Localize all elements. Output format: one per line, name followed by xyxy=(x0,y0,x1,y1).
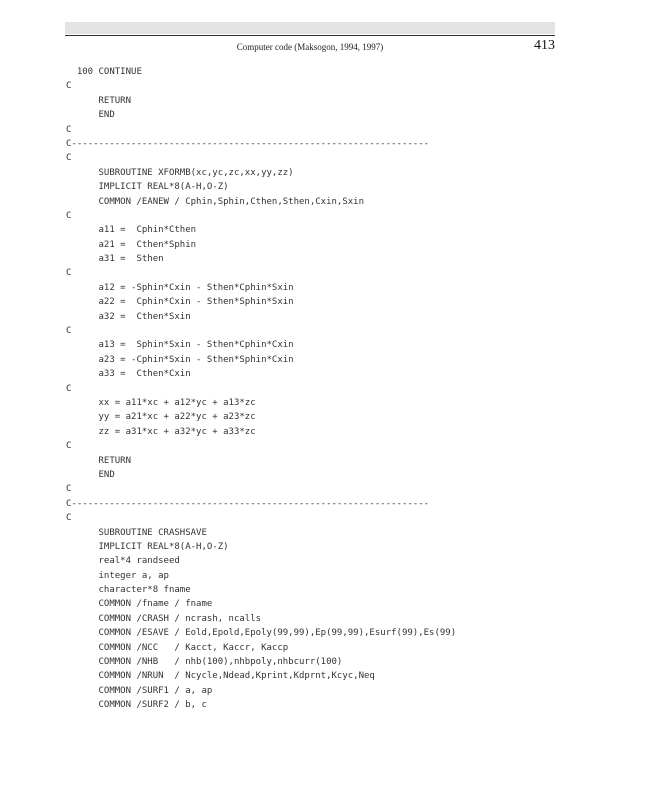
code-line: C xyxy=(66,484,72,495)
code-line: a31 = Sthen xyxy=(66,254,164,265)
code-listing xyxy=(66,65,456,713)
code-line: C------------------------------------------------------------------ xyxy=(66,138,430,149)
code-line: a21 = Cthen*Sphin xyxy=(66,239,197,250)
page-number: 413 xyxy=(534,38,555,53)
code-line: integer a, ap xyxy=(66,570,169,581)
code-line: 100 CONTINUE xyxy=(66,67,142,77)
code-line: a22 = Cphin*Cxin - Sthen*Sphin*Sxin xyxy=(66,297,294,308)
code-line: COMMON /ESAVE / Eold,Epold,Epoly(99,99),Ep(99,99),Esurf(99),Es(99) xyxy=(66,628,457,639)
code-line: RETURN xyxy=(66,95,132,106)
code-line: zz = a31*xc + a32*yc + a33*zc xyxy=(66,426,256,437)
code-line: C xyxy=(66,210,72,221)
code-line: a33 = Cthen*Cxin xyxy=(66,369,191,380)
code-line: a32 = Cthen*Sxin xyxy=(66,311,191,322)
code-line: C xyxy=(66,513,72,524)
code-line: RETURN xyxy=(66,455,132,466)
code-line: xx = a11*xc + a12*yc + a13*zc xyxy=(66,397,256,408)
code-line: a12 = -Sphin*Cxin - Sthen*Cphin*Sxin xyxy=(66,282,294,293)
header-band xyxy=(65,22,555,34)
running-head: Computer code (Maksogon, 1994, 1997) xyxy=(236,42,384,52)
code-line: yy = a21*xc + a22*yc + a23*zc xyxy=(66,412,256,423)
code-line: COMMON /SURF2 / b, c xyxy=(66,700,207,711)
code-line: C xyxy=(66,441,72,452)
header-rule xyxy=(65,35,555,36)
code-line: IMPLICIT REAL*8(A-H,O-Z) xyxy=(66,541,229,552)
code-line: COMMON /NRUN / Ncycle,Ndead,Kprint,Kdprnt,Kcyc,Neq xyxy=(66,671,375,682)
code-line: C xyxy=(66,153,72,164)
code-line: a11 = Cphin*Cthen xyxy=(66,225,197,236)
code-line: character*8 fname xyxy=(66,585,191,596)
code-line: COMMON /fname / fname xyxy=(66,599,213,610)
code-line: SUBROUTINE CRASHSAVE xyxy=(66,527,207,538)
code-line: SUBROUTINE XFORMB(xc,yc,zc,xx,yy,zz) xyxy=(66,167,294,178)
code-line: COMMON /NCC / Kacct, Kaccr, Kaccp xyxy=(66,642,289,653)
code-line: COMMON /NHB / nhb(100),nhbpoly,nhbcurr(100) xyxy=(66,657,343,668)
code-line: C xyxy=(66,124,72,135)
code-line: a13 = Sphin*Sxin - Sthen*Cphin*Cxin xyxy=(66,340,294,351)
code-line: a23 = -Cphin*Sxin - Sthen*Sphin*Cxin xyxy=(66,354,294,365)
code-line: C xyxy=(66,326,72,337)
code-line: END xyxy=(66,469,115,480)
code-line: C xyxy=(66,81,72,92)
code-line: C xyxy=(66,383,72,394)
code-line: END xyxy=(66,110,115,121)
code-line: COMMON /CRASH / ncrash, ncalls xyxy=(66,613,262,624)
code-line: real*4 randseed xyxy=(66,556,180,567)
code-line: IMPLICIT REAL*8(A-H,O-Z) xyxy=(66,182,229,193)
code-line: C------------------------------------------------------------------ xyxy=(66,498,430,509)
code-line: COMMON /SURF1 / a, ap xyxy=(66,685,213,696)
code-line: C xyxy=(66,268,72,279)
code-line: COMMON /EANEW / Cphin,Sphin,Cthen,Sthen,Cxin,Sxin xyxy=(66,196,365,207)
